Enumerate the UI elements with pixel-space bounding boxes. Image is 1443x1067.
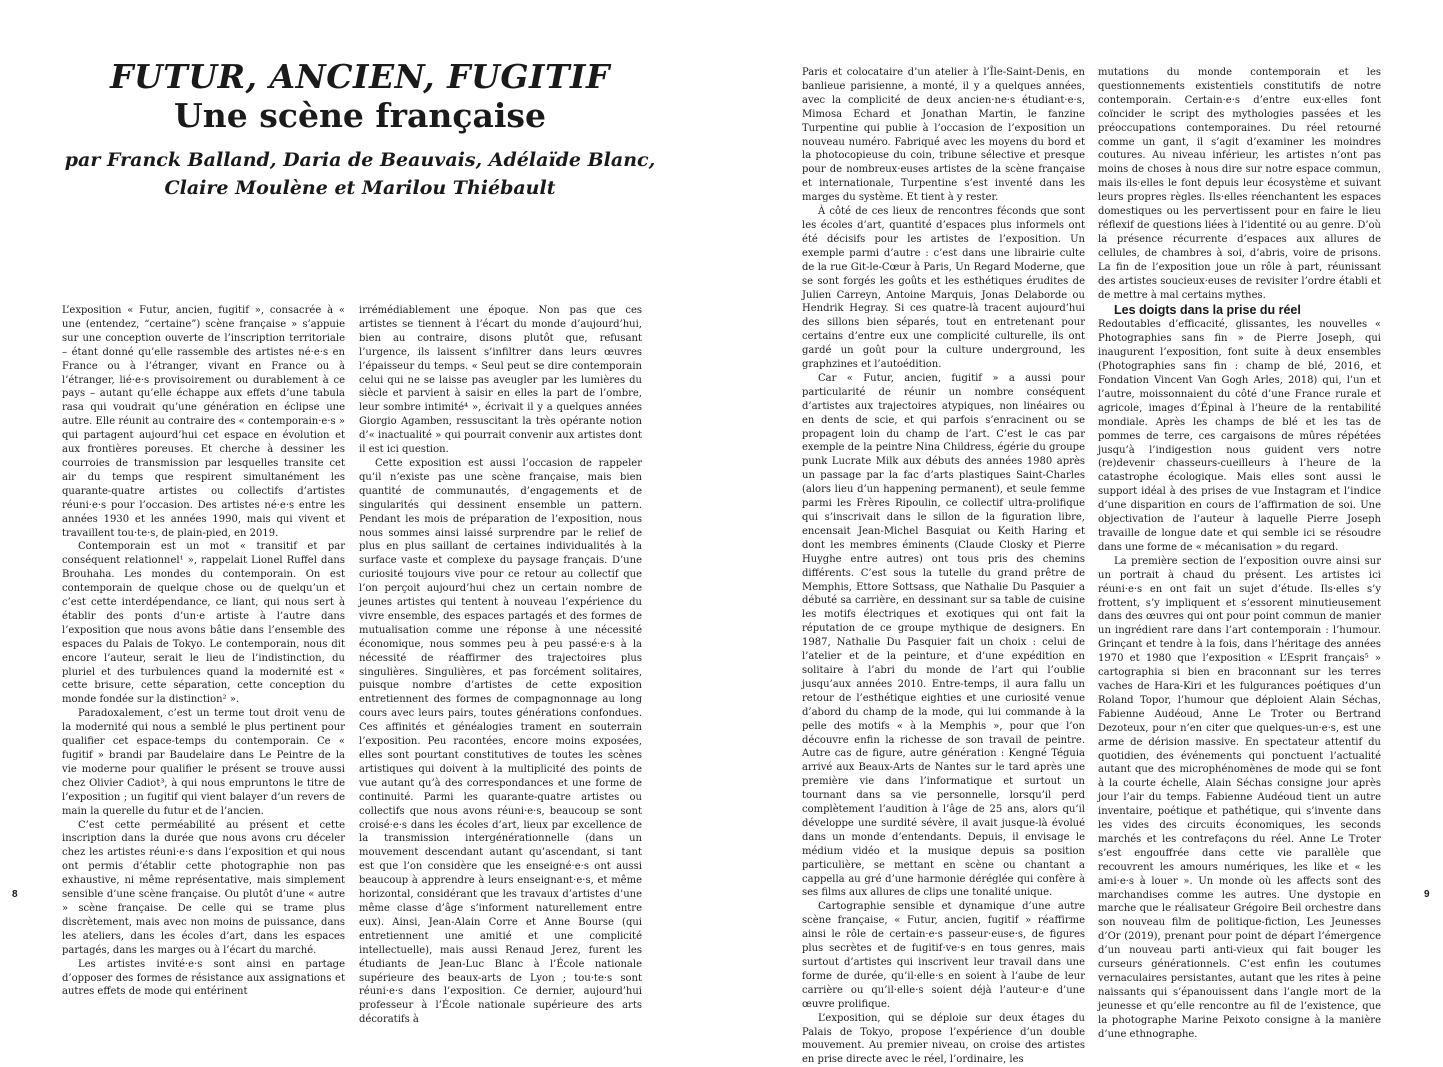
paragraph: À côté de ces lieux de rencontres féconds que sont les écoles d’art, quantité d’espaces plus informels ont été décisifs pour les artistes de l’exposition. Un exemple parmi d’autre : c’est dans une librairie culte de la rue Git-le-Cœur à Paris, Un Regard Moderne, que se sont forgés les goûts et les esthétiques érudites de Julien Carreyn, Antoine Marquis, Jonas Delaborde ou Hendrik Hegray. Si ces quatre-là tracent aujourd’hui des sillons bien séparés, tout en entretenant pour certains d’entre eux une complicité culturelle, ils ont gardé un goût pour la culture underground, les graphzines et l’autoédition. [802,206,1085,371]
text-column-4 [1098,66,1381,1040]
paragraph: mutations du monde contemporain et les questionnements existentiels constitutifs de notre contemporain. Certain·e·s d’entre eux·elles font coïncider le script des mythologies passées et les préoccupations contemporaines. Du réel retourné comme un gant, il s’agit d’examiner les moindres coutures. Au niveau inférieur, les artistes n’ont pas moins de choses à nous dire sur notre espace commun, mais ils·elles le font depuis leur écosystème et suivant leurs propres règles. Ils·elles réenchantent les espaces domestiques ou les pervertissent pour en faire le lieu réflexif de questions liées à l’identité ou au genre. D’où la présence récurrente d’espaces aux allures de cellules, de chambres à soi, d’abris, voire de prisons. La fin de l’exposition joue un rôle à part, réunissant des artistes soucieux·euses de revisiter l’ordre établi et de mettre à mal certains mythes. [1098,67,1381,301]
paragraph: Cette exposition est aussi l’occasion de rappeler qu’il n’existe pas une scène française, mais bien quantité de communautés, d’engagements et de singularités qui dessinent ensemble un pattern. Pendant les mois de préparation de l’exposition, nous nous sommes ainsi laissé surprendre par le relief de plus en plus saillant de certaines individualités à la surface vaste et complexe du paysage français. D’une curiosité toujours vive pour ce retour au collectif que l’on perçoit aujourd’hui chez un certain nombre de jeunes artistes qui tentent à nouveau l’expérience du vivre ensemble, des espaces partagés et des formes de mutualisation comme une réponse à une nécessité économique, nous sommes peu à peu passé·e·s à la nécessité de réaffirmer des trajectoires plus singulières. Singulières, et pas forcément solitaires, puisque nombre d’artistes de cette exposition entretiennent des formes de compagnonnage au long cours avec leurs pairs, toutes générations confondues. Ces affinités et généalogies trament en souterrain l’exposition. Peu racontées, encore moins exposées, elles sont pourtant constitutives de toutes les scènes artistiques qui doivent à la multiplicité des points de vue autant qu’à des correspondances et une forme de continuité. Parmi les quarante-quatre artistes ou collectifs que nous avons réuni·e·s, beaucoup se sont croisé·e·s dans les écoles d’art, lieux par excellence de la transmission intergénérationnelle (dans un mouvement descendant autant qu’ascendant, si tant est que l’on considère que les enseigné·e·s ont aussi beaucoup à apprendre à leurs enseignant·e·s, et même horizontal, considérant que les travaux d’artistes d’une même classe d’âge s’informent naturellement entre eux). Ainsi, Jean-Alain Corre et Anne Bourse (qui entretiennent une amitié et une complicité intellectuelle), mais aussi Renaud Jerez, furent les étudiants de Jean-Luc Blanc à l’École nationale supérieure des beaux-arts de Lyon ; tou·te·s sont réuni·e·s dans l’exposition. Ce dernier, aujourd’hui professeur à l’École nationale supérieure des arts décoratifs à [359,457,642,1026]
text-column-1 [62,304,345,998]
paragraph: La première section de l’exposition ouvre ainsi sur un portrait à chaud du présent. Les artistes ici réuni·e·s en ont fait un sujet d’étude. Ils·elles s’y frottent, s’y impliquent et s’essorent minutieusement dans des œuvres qui ont pour point commun de manier un ingrédient rare dans l’art contemporain : l’humour. Grinçant et tendre à la fois, dans l’héritage des années 1970 et 1980 que l’exposition « L’Esprit français⁵ » cartographia si bien en braconnant sur les terres vaches de Hara-Kiri et les fulgurances poétiques d’un Roland Topor, l’humour que déploient Alain Séchas, Fabienne Audéoud, Anne Le Troter ou Bertrand Dezoteux, pour n’en citer que quelques-un·e·s, est une arme de dérision massive. En spectateur attentif du quotidien, des événements qui ponctuent l’actualité autant que des microphénomènes de mode qui se font à la courte échelle, Alain Séchas consigne jour après jour l’air du temps. Fabienne Audéoud tient un autre inventaire, poétique et pathétique, qui s’invente dans les vides des circuits économiques, les seconds marchés et les contrefaçons du réel. Anne Le Troter s’est engouffrée dans cette vie parallèle que recouvrent les amours numériques, les like et « les ami·e·s à louer ». Un monde où les affects sont des marchandises comme les autres. Une dystopie en marche que le réalisateur Grégoire Beil orchestre dans son nouveau film de politique-fiction, Les Jeunesses d’Or (2019), prenant pour point de départ l’émergence d’un nouveau parti anti-vieux qui fait bouger les curseurs générationnels. C’est enfin les coutumes vernaculaires persistantes, autant que les rites à peine naissants qui s’épanouissent dans l’angle mort de la jeunesse et qu’elle rencontre au fil de l’existence, que la photographe Marine Peixoto consigne à la manière d’une ethnographe. [1098,555,1381,1040]
paragraph: Cartographie sensible et dynamique d’une autre scène française, « Futur, ancien, fugitif » réaffirme ainsi le rôle de certain·e·s passeur·euse·s, de figures plus secrètes et de fugitif·ve·s en tous genres, mais surtout d’artistes qui inscrivent leur travail dans une forme de durée, qu’il·elle·s en soient à l’aube de leur carrière ou qu’il·elle·s soient déjà l’auteur·e d’une œuvre prolifique. [802,901,1085,1010]
paragraph: Paradoxalement, c’est un terme tout droit venu de la modernité qui nous a semblé le plus pertinent pour qualifier cet espace-temps du contemporain. Ce « fugitif » brandi par Baudelaire dans Le Peintre de la vie moderne pour qualifier le présent se trouve aussi chez Olivier Cadiot³, à qui nous empruntons le titre de l’exposition ; un fugitif qui vient balayer d’un revers de main la querelle du futur et de l’ancien. [62,708,345,817]
section-heading: Les doigts dans la prise du réel [1114,303,1301,318]
page-number-left: 8 [12,889,18,900]
text-column-3 [802,66,1085,1066]
page-number-right: 9 [1424,889,1430,900]
article-subtitle: Une scène française [174,96,546,135]
paragraph: L’exposition, qui se déploie sur deux étages du Palais de Tokyo, propose l’expérience d’un double mouvement. Au premier niveau, on croise des artistes en prise directe avec le réel, l’ordinaire, les [802,1012,1085,1066]
authors-line-2: Claire Moulène et Marilou Thiébault [164,177,556,199]
paragraph: Contemporain est un mot « transitif et par conséquent relationnel¹ », rappelait Lionel Ruffel dans Brouhaha. Les mondes du contemporain. On est contemporain de quelque chose ou de quelqu’un et c’est cette interdépendance, ce liant, qui nous sert à établir des ponts d’un·e artiste à l’autre dans l’exposition que nous avons bâtie dans l’ensemble des espaces du Palais de Tokyo. Le contemporain, nous dit encore l’auteur, serait le lieu de l’indistinction, du pluriel et des turbulences quand la modernité est « cette brisure, cette séparation, cette conception du monde fondée sur la distinction² ». [62,541,345,706]
paragraph: Redoutables d’efficacité, glissantes, les nouvelles « Photographies sans fin » de Pierre Joseph, qui inaugurent l’exposition, font suite à deux ensembles (Photographies sans fin : champ de blé, 2016, et Fondation Vincent Van Gogh Arles, 2018) qui, l’un et l’autre, moissonnaient du côté d’une France rurale et agricole, images d’Épinal à l’heure de la rentabilité mondiale. Après les champs de blé et les tas de pommes de terre, ces cargaisons de mûres répétées jusqu’à l’indigestion nous guident vers notre (re)devenir chasseurs-cueilleurs à l’heure de la catastrophe écologique. Mais elles sont aussi le support idéal à des prises de vue Instagram et l’indice d’une disparition en cours de l’affirmation de soi. Une objectivation de l’auteur à laquelle Pierre Joseph travaille de longue date et qui semble ici se résoudre dans une forme de « mécanisation » du regard. [1098,319,1381,553]
paragraph: L’exposition « Futur, ancien, fugitif », consacrée à « une (entendez, “certaine”) scène française » s’appuie sur une conception ouverte de l’inscription territoriale – étant donné qu’elle rassemble des artistes né·e·s en France ou à l’étranger, vivant en France ou à l’étranger, lié·e·s provisoirement ou durablement à ce pays – autant qu’elle échappe aux effets d’une tabula rasa qui voudrait qu’une génération en éclipse une autre. Elle réunit au contraire des « contemporain·e·s » qui partagent aujourd’hui cet espace en évolution et aux frontières poreuses. Et cherche à dessiner les courroies de transmission par lesquelles transite cet air du temps que respirent simultanément les quarante-quatre artistes ou collectifs d’artistes réuni·e·s pour l’occasion. Des artistes né·e·s entre les années 1930 et les années 1990, mais qui vivent et travaillent tou·te·s, de plain-pied, en 2019. [62,305,345,539]
article-title: FUTUR, ANCIEN, FUGITIF [110,57,610,96]
paragraph: Paris et colocataire d’un atelier à l’Île-Saint-Denis, en banlieue parisienne, a monté, il y a quelques années, avec la complicité de deux ancien·ne·s étudiant·e·s, Mimosa Echard et Jonathan Martin, le fanzine Turpentine qui publie à l’occasion de l’exposition un nouveau numéro. Fabriqué avec les moyens du bord et la photocopieuse du coin, tribune sélective et presque pour de nombreux·euses artistes de la scène française et internationale, Turpentine s’est inventé dans les marges du système. Et tient à y rester. [802,67,1085,204]
paragraph: C’est cette perméabilité au présent et cette inscription dans la durée que nous avons cru déceler chez les artistes réuni·e·s dans l’exposition et qui nous ont permis d’établir cette photographie non pas exhaustive, ni même représentative, mais simplement sensible d’une scène française. Ou plutôt d’une « autre » scène française. De celle qui se trame plus discrètement, mais avec non moins de puissance, dans les ateliers, dans les écoles d’art, dans les espaces partagés, dans les marges ou à l’écart du marché. [62,819,345,956]
authors-line-1: par Franck Balland, Daria de Beauvais, Adélaïde Blanc, [64,149,656,171]
text-column-2 [359,304,642,1026]
article-authors [60,146,660,202]
article-header [60,58,660,202]
paragraph: Les artistes invité·e·s sont ainsi en partage d’opposer des formes de résistance aux assignations et autres effets de mode qui entérinent [62,958,345,998]
paragraph: irrémédiablement une époque. Non pas que ces artistes se tiennent à l’écart du monde d’aujourd’hui, bien au contraire, disons plutôt que, refusant l’urgence, ils laissent s’infiltrer dans leurs œuvres l’épaisseur du temps. « Seul peut se dire contemporain celui qui ne se laisse pas aveugler par les lumières du siècle et parvient à saisir en elles la part de l’ombre, leur sombre intimité⁴ », écrivait il y a quelques années Giorgio Agamben, ressuscitant la très opérante notion d’« inactualité » qui pourrait convenir aux artistes dont il est ici question. [359,305,642,456]
paragraph: Car « Futur, ancien, fugitif » a aussi pour particularité de réunir un nombre conséquent d’artistes aux trajectoires atypiques, non linéaires ou en dents de scie, et qui parfois s’enracinent ou se propagent loin du champ de l’art. C’est le cas par exemple de la peintre Nina Childress, égérie du groupe punk Lucrate Milk aux débuts des années 1980 après un passage par la fac d’arts plastiques Saint-Charles (alors lieu d’un happening permanent), et seule femme parmi les Frères Ripoulin, ce collectif ultra-prolifique qui s’inscrivait dans le sillon de la figuration libre, encensait Jean-Michel Basquiat ou Keith Haring et dont les membres éminents (Claude Closky et Pierre Huyghe entre autres) ont tous pris des chemins différents. C’est sous la tutelle du grand prêtre de Memphis, Ettore Sottsass, que Nathalie Du Pasquier a débuté sa carrière, en dessinant sur sa table de cuisine les motifs électriques et exotiques qui ont fait la réputation de ce groupe mythique de designers. En 1987, Nathalie Du Pasquier fait un choix : celui de l’atelier et de la peinture, et d’une expédition en solitaire à l’abri du monde de l’art qui l’oublie jusqu’aux années 2010. Entre-temps, il aura fallu un retour de l’esthétique eighties et une curiosité venue d’abord du champ de la mode, qui lui commande à la pelle des motifs « à la Memphis », pour que l’on découvre enfin la richesse de son travail de peintre. Autre cas de figure, autre génération : Kengné Téguia arrivé aux Beaux-Arts de Nantes sur le tard après une première vie dans l’informatique et surtout un tournant dans sa vie personnelle, lorsqu’il perd complètement l’audition à l’âge de 25 ans, alors qu’il développe une surdité sévère, il avait jusque-là évolué dans un monde d’entendants. Depuis, il envisage le médium vidéo et la musique depuis sa position particulière, se mettant en scène ou chantant a cappella au gré d’une harmonie déréglée qui confère à ses films aux allures de clips une tonalité unique. [802,372,1085,899]
